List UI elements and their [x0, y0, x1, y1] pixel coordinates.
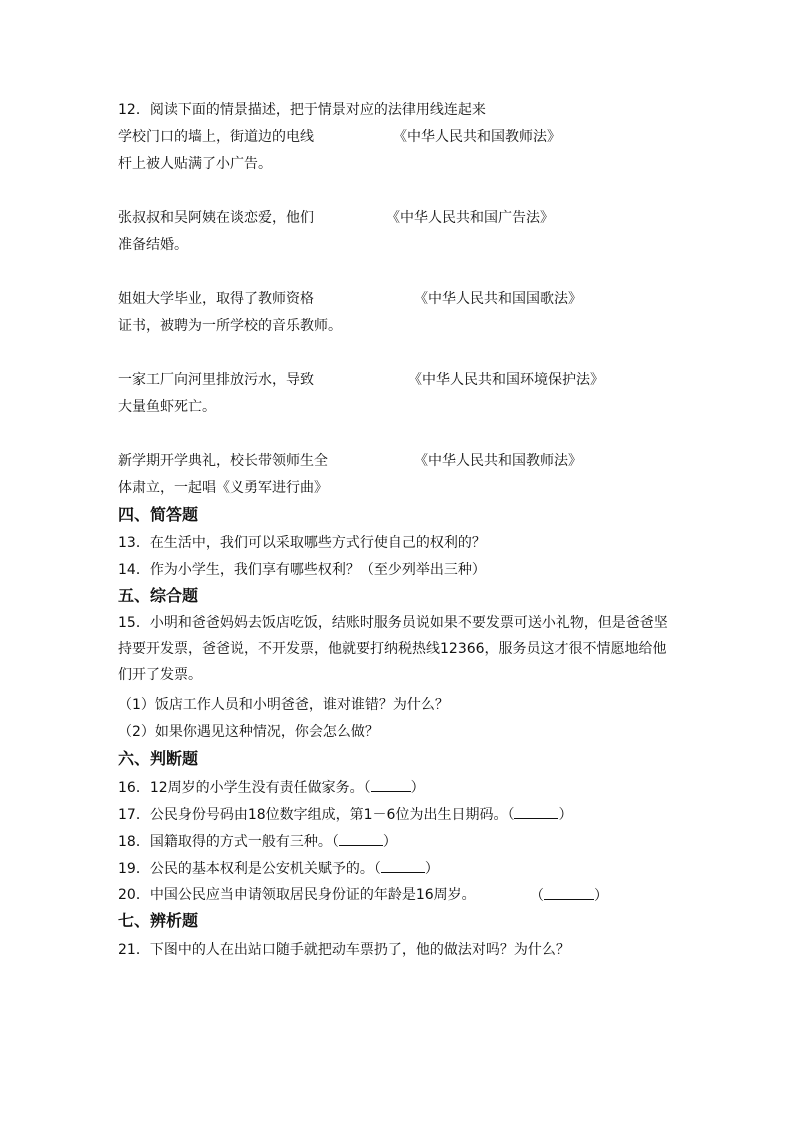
- q12-item5-line1: 新学期开学典礼，校长带领师生全: [118, 453, 328, 469]
- q18-text: 18．国籍取得的方式一般有三种。（: [118, 834, 339, 850]
- q20: 20．中国公民应当申请领取居民身份证的年龄是16周岁。: [118, 887, 476, 903]
- q17-text: 17．公民身份号码由18位数字组成，第1－6位为出生日期码。（: [118, 807, 515, 823]
- q12-law-4: 《中华人民共和国环境保护法》: [408, 372, 604, 388]
- q12-law-2: 《中华人民共和国广告法》: [386, 210, 554, 226]
- q18: [118, 831, 397, 852]
- section7-heading: 七、辨析题: [118, 911, 199, 930]
- q18-answer-blank[interactable]: [339, 831, 383, 846]
- q12-item1-line1: 学校门口的墙上，街道边的电线: [118, 129, 314, 145]
- q12-law-3: 《中华人民共和国国歌法》: [414, 291, 582, 307]
- q12-item4-line2: 大量鱼虾死亡。: [118, 399, 216, 415]
- q21: 21．下图中的人在出站口随手就把动车票扔了，他的做法对吗？为什么？: [118, 942, 570, 958]
- q12-title: 12．阅读下面的情景描述，把于情景对应的法律用线连起来: [118, 102, 486, 118]
- q12-item3-line1: 姐姐大学毕业，取得了教师资格: [118, 291, 314, 307]
- q20-answer-blank[interactable]: [544, 885, 594, 900]
- q15-sub2: （2）如果你遇见这种情况，你会怎么做？: [118, 724, 379, 740]
- q17-close: ）: [558, 807, 573, 823]
- q15: 15．小明和爸爸妈妈去饭店吃饭，结账时服务员说如果不要发票可送小礼物，但是爸爸坚持要开发票，爸爸说，不开发票，他就要打纳税热线12366，服务员这才很不情愿地给他们开了发票。: [118, 615, 668, 683]
- section5-heading: 五、综合题: [118, 586, 199, 605]
- q12-item4-line1: 一家工厂向河里排放污水，导致: [118, 372, 314, 388]
- q12-law-5: 《中华人民共和国教师法》: [414, 453, 582, 469]
- q12-item1-line2: 杆上被人贴满了小广告。: [118, 156, 272, 172]
- q16-text: 16．12周岁的小学生没有责任做家务。（: [118, 780, 371, 796]
- q16: [118, 777, 425, 798]
- q20-open: （: [530, 888, 544, 904]
- q19-text: 19．公民的基本权利是公安机关赋予的。（: [118, 861, 381, 877]
- q15-sub1: （1）饭店工作人员和小明爸爸，谁对谁错？为什么？: [118, 697, 449, 713]
- q12-item2-line1: 张叔叔和吴阿姨在谈恋爱，他们: [118, 210, 314, 226]
- q19-close: ）: [424, 861, 439, 877]
- q18-close: ）: [382, 834, 397, 850]
- q12-item5-line2: 体肃立，一起唱《义勇军进行曲》: [118, 480, 328, 496]
- q12-item3-line2: 证书，被聘为一所学校的音乐教师。: [118, 318, 342, 334]
- q19: [118, 858, 439, 879]
- q17-answer-blank[interactable]: [514, 804, 558, 819]
- q12-item2-line2: 准备结婚。: [118, 237, 188, 253]
- q20-close: ）: [594, 888, 608, 904]
- q16-close: ）: [410, 780, 425, 796]
- q13: 13．在生活中，我们可以采取哪些方式行使自己的权利的？: [118, 535, 486, 551]
- q16-answer-blank[interactable]: [371, 777, 411, 792]
- q20-answer: [530, 885, 608, 906]
- q12-law-1: 《中华人民共和国教师法》: [393, 129, 561, 145]
- q17: [118, 804, 572, 825]
- section6-heading: 六、判断题: [118, 749, 199, 768]
- q19-answer-blank[interactable]: [381, 858, 425, 873]
- section4-heading: 四、简答题: [118, 505, 199, 524]
- q14: 14．作为小学生，我们享有哪些权利？（至少列举出三种）: [118, 562, 486, 578]
